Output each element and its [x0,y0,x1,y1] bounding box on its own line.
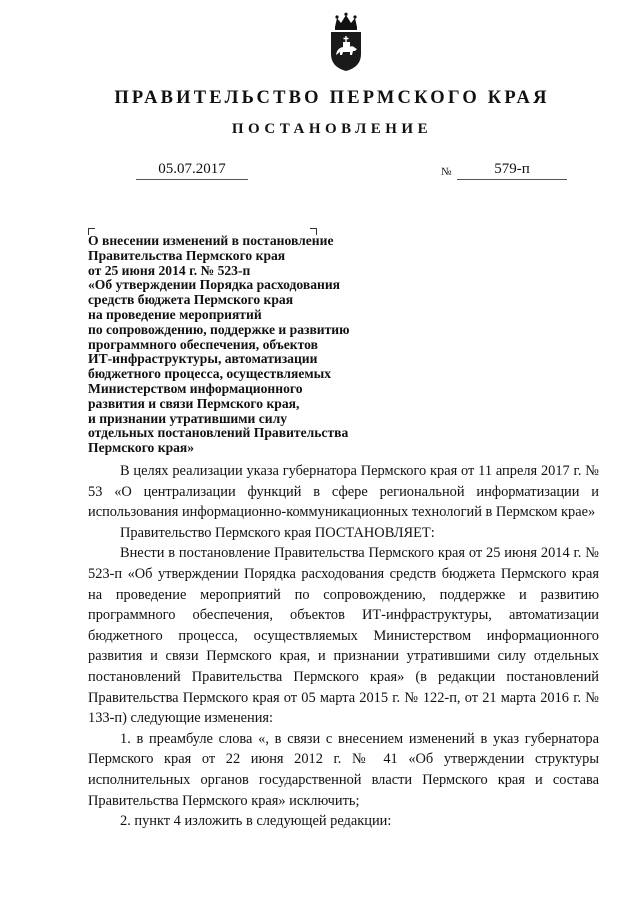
subject-line: бюджетного процесса, осуществляемых [88,366,332,382]
amendment-item: 1. в преамбуле слова «, в связи с внесением изменений в указ губернатора Пермского края от 22 июня 2012 г. № 41 «Об утверждении структуры исполнительных органов государственной власти Пермского края и состава Правительства Пермского края» исключить; [88,730,599,809]
subject-line: от 25 июня 2014 г. № 523-п [88,262,251,278]
subject-line: О внесении изменений в постановление [88,233,334,248]
subject-line: на проведение мероприятий [88,306,262,322]
amendment-item: 2. пункт 4 изложить в следующей редакции: [120,813,392,830]
body-paragraph: В целях реализации указа губернатора Пермского края от 11 апреля 2017 г. № 53 «О централизации функций в сфере региональной информатизации и использования информационно-коммуникационных технологий в Пермском крае» [88,463,599,521]
document-date: 05.07.2017 [136,161,248,180]
subject-line: и признании утратившими силу [88,410,288,426]
subject-line: отдельных постановлений Правительства [88,425,349,441]
document-number: 579-п [457,161,567,180]
perm-krai-coat-of-arms-icon [326,12,366,72]
subject-line: Пермского края» [88,440,195,456]
resolution-statement: Правительство Пермского края ПОСТАНОВЛЯЕТ: [120,524,435,541]
number-sign: № [441,166,452,178]
subject-line: по сопровождению, поддержке и развитию [88,321,350,337]
subject-line: Министерством информационного [88,380,303,396]
body-paragraph: Внести в постановление Правительства Пермского края от 25 июня 2014 г. № 523-п «Об утверждении Порядка расходования средств бюджета Пермского края на проведение мероприятий по сопровождению, поддержке и развитию программного обеспечения, объектов ИТ-инфраструктуры, автоматизации бюджетного процесса, осуществляемых Министерством информационного развития и связи Пермского края, и признании утратившими силу отдельных постановлений Правительства Пермского края» (в редакции постановлений Правительства Пермского края от 05 марта 2015 г. № 122-п, от 21 марта 2016 г. № 133-п) следующие изменения: [88,545,599,727]
document-type: ПОСТАНОВЛЕНИЕ [231,121,433,137]
subject-line: развития и связи Пермского края, [88,395,300,411]
document-subject [88,234,388,456]
document-body [88,461,599,832]
subject-line: программного обеспечения, объектов [88,336,318,352]
government-title: ПРАВИТЕЛЬСТВО ПЕРМСКОГО КРАЯ [114,88,550,108]
subject-line: средств бюджета Пермского края [88,292,294,308]
subject-line: «Об утверждении Порядка расходования [88,277,341,293]
subject-line: ИТ-инфраструктуры, автоматизации [88,351,318,367]
subject-line: Правительства Пермского края [88,247,286,263]
